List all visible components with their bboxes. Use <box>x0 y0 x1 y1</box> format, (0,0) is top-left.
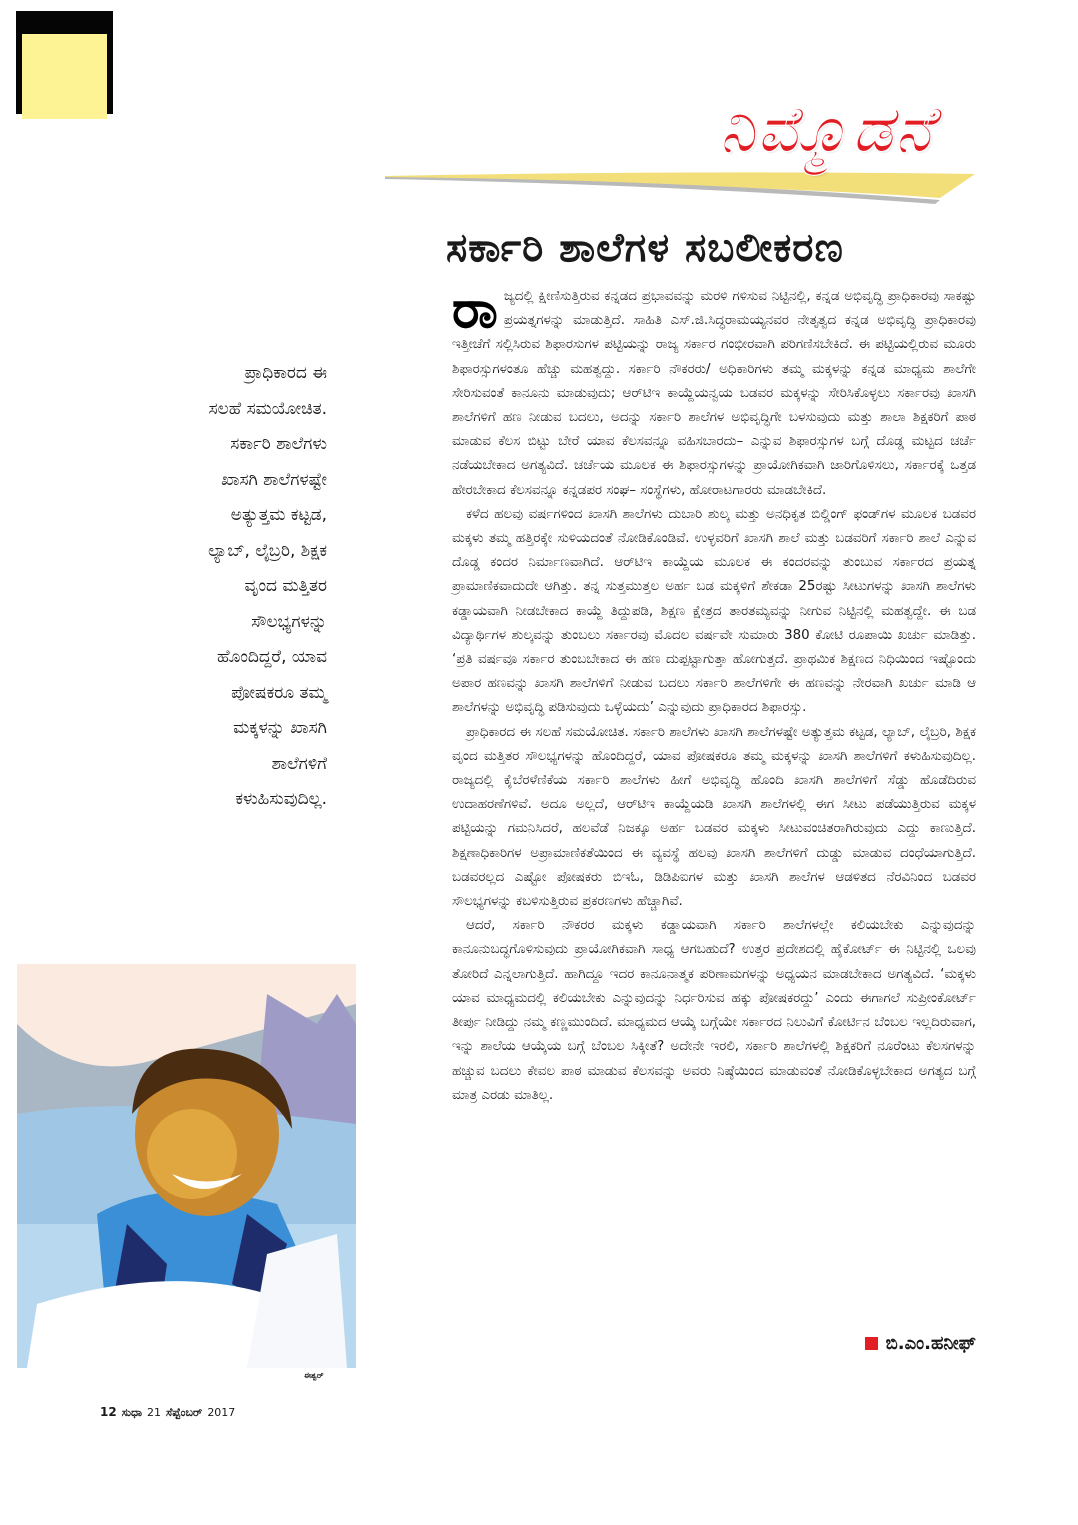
pull-quote-line: ಹೊಂದಿದ್ದರೆ, ಯಾವ <box>217 647 327 667</box>
pull-quote-line: ಪೋಷಕರೂ ತಮ್ಮ <box>231 682 327 703</box>
pull-quote-line: ಕಳುಹಿಸುವುದಿಲ್ಲ. <box>235 789 327 809</box>
byline <box>865 1333 976 1354</box>
pull-quote-line: ಖಾಸಗಿ ಶಾಲೆಗಳಷ್ಟೇ <box>221 469 327 490</box>
headline: ಸರ್ಕಾರಿ ಶಾಲೆಗಳ ಸಬಲೀಕರಣ <box>446 225 844 271</box>
date-day: 21 <box>147 1406 162 1419</box>
pull-quote-line: ಪ್ರಾಧಿಕಾರದ ಈ <box>244 363 327 383</box>
page-footer <box>100 1405 235 1420</box>
section-title: ನಿಮ್ಮೊಡನೆ <box>719 93 935 167</box>
smiling-boy-image-icon <box>17 964 356 1368</box>
article-body <box>452 280 976 1108</box>
pull-quote-line: ಅತ್ಯುತ್ತಮ ಕಟ್ಟಡ, <box>230 505 327 525</box>
pull-quote-line: ಲ್ಯಾಬ್, ಲೈಬ್ರರಿ, ಶಿಕ್ಷಕ <box>208 540 327 561</box>
drop-cap: ರಾ <box>452 280 498 340</box>
red-square-icon <box>865 1337 878 1350</box>
pull-quote-line: ಶಾಲೆಗಳಿಗೆ <box>271 753 327 774</box>
magazine-name: ಸುಧಾ <box>121 1406 143 1419</box>
article-paragraph <box>452 280 976 503</box>
article-paragraph: ಪ್ರಾಧಿಕಾರದ ಈ ಸಲಹೆ ಸಮಯೋಚಿತ. ಸರ್ಕಾರಿ ಶಾಲೆಗಳು ಖಾಸಗಿ ಶಾಲೆಗಳಷ್ಟೇ ಅತ್ಯುತ್ತಮ ಕಟ್ಟಡ, ಲ್ಯಾಬ್, ಲೈಬ್ರರಿ, ಶಿಕ್ಷಕ ವೃಂದ ಮತ್ತಿತರ ಸೌಲಭ್ಯಗಳನ್ನು ಹೊಂದಿದ್ದರೆ, ಯಾವ ಪೋಷಕರೂ ತಮ್ಮ ಮಕ್ಕಳನ್ನು ಖಾಸಗಿ ಶಾಲೆಗಳಿಗೆ ಕಳುಹಿಸುವುದಿಲ್ಲ. ರಾಜ್ಯದಲ್ಲಿ ಕೈಬೆರಳೆಣಿಕೆಯ ಸರ್ಕಾರಿ ಶಾಲೆಗಳು ಹೀಗೆ ಅಭಿವೃದ್ಧಿ ಹೊಂದಿ ಖಾಸಗಿ ಶಾಲೆಗಳಿಗೆ ಸೆಡ್ಡು ಹೊಡೆದಿರುವ ಉದಾಹರಣೆಗಳಿವೆ. ಅದೂ ಅಲ್ಲದೆ, ಆರ್‌ಟಿಇ ಕಾಯ್ದೆಯಡಿ ಖಾಸಗಿ ಶಾಲೆಗಳಲ್ಲಿ ಈಗ ಸೀಟು ಪಡೆಯುತ್ತಿರುವ ಮಕ್ಕಳ ಪಟ್ಟಿಯನ್ನು ಗಮನಿಸಿದರೆ, ಹಲವೆಡೆ ನಿಜಕ್ಕೂ ಅರ್ಹ ಬಡವರ ಮಕ್ಕಳು ಸೀಟುವಂಚಿತರಾಗಿರುವುದು ಎದ್ದು ಕಾಣುತ್ತಿದೆ. ಶಿಕ್ಷಣಾಧಿಕಾರಿಗಳ ಅಪ್ರಾಮಾಣಿಕತೆಯಿಂದ ಈ ವ್ಯವಸ್ಥೆ ಹಲವು ಖಾಸಗಿ ಶಾಲೆಗಳಿಗೆ ದುಡ್ಡು ಮಾಡುವ ದಂಧೆಯಾಗುತ್ತಿದೆ. ಬಡವರಲ್ಲದ ಎಷ್ಟೋ ಪೋಷಕರು ಬಿಇಓ, ಡಿಡಿಪಿಐಗಳ ಮತ್ತು ಖಾಸಗಿ ಶಾಲೆಗಳ ಆಡಳಿತದ ನೆರವಿನಿಂದ ಬಡವರ ಸೌಲಭ್ಯಗಳನ್ನು ಕಬಳಿಸುತ್ತಿರುವ ಪ್ರಕರಣಗಳು ಹೆಚ್ಚಾಗಿವೆ. <box>452 724 976 910</box>
article-paragraph: ಆದರೆ, ಸರ್ಕಾರಿ ನೌಕರರ ಮಕ್ಕಳು ಕಡ್ಡಾಯವಾಗಿ ಸರ್ಕಾರಿ ಶಾಲೆಗಳಲ್ಲೇ ಕಲಿಯಬೇಕು ಎನ್ನುವುದನ್ನು ಕಾನೂನುಬದ್ಧಗೊಳಿಸುವುದು ಪ್ರಾಯೋಗಿಕವಾಗಿ ಸಾಧ್ಯ ಆಗಬಹುದೆ? ಉತ್ತರ ಪ್ರದೇಶದಲ್ಲಿ ಹೈಕೋರ್ಟ್ ಈ ನಿಟ್ಟಿನಲ್ಲಿ ಒಲವು ತೋರಿದೆ ಎನ್ನಲಾಗುತ್ತಿದೆ. ಹಾಗಿದ್ದೂ ಇದರ ಕಾನೂನಾತ್ಮಕ ಪರಿಣಾಮಗಳನ್ನು ಅಧ್ಯಯನ ಮಾಡಬೇಕಾದ ಅಗತ್ಯವಿದೆ. ‘ಮಕ್ಕಳು ಯಾವ ಮಾಧ್ಯಮದಲ್ಲಿ ಕಲಿಯಬೇಕು ಎನ್ನುವುದನ್ನು ನಿರ್ಧರಿಸುವ ಹಕ್ಕು ಪೋಷಕರದ್ದು’ ಎಂದು ಈಗಾಗಲೆ ಸುಪ್ರೀಂಕೋರ್ಟ್ ತೀರ್ಪು ನೀಡಿದ್ದು ನಮ್ಮ ಕಣ್ಣಮುಂದಿದೆ. ಮಾಧ್ಯಮದ ಆಯ್ಕೆ ಬಗ್ಗೆಯೇ ಸರ್ಕಾರದ ನಿಲುವಿಗೆ ಕೋರ್ಟಿನ ಬೆಂಬಲ ಇಲ್ಲದಿರುವಾಗ, ಇನ್ನು ಶಾಲೆಯ ಆಯ್ಕೆಯ ಬಗ್ಗೆ ಬೆಂಬಲ ಸಿಕ್ಕೀತೆ? ಅದೇನೇ ಇರಲಿ, ಸರ್ಕಾರಿ ಶಾಲೆಗಳಲ್ಲಿ ಶಿಕ್ಷಕರಿಗೆ ನೂರೆಂಟು ಕೆಲಸಗಳನ್ನು ಹಚ್ಚುವ ಬದಲು ಕೇವಲ ಪಾಠ ಮಾಡುವ ಕೆಲಸವನ್ನು ಅವರು ನಿಷ್ಠೆಯಿಂದ ಮಾಡುವಂತೆ ನೋಡಿಕೊಳ್ಳಬೇಕಾದ ಅಗತ್ಯದ ಬಗ್ಗೆ ಮಾತ್ರ ಎರಡು ಮಾತಿಲ್ಲ. <box>452 918 976 1103</box>
pull-quote-line: ಸಲಹೆ ಸಮಯೋಚಿತ. <box>208 398 327 419</box>
page-number: 12 <box>100 1405 117 1419</box>
date-month: ಸೆಪ್ಟೆಂಬರ್ <box>166 1406 203 1419</box>
article-paragraph: ಕಳೆದ ಹಲವು ವರ್ಷಗಳಿಂದ ಖಾಸಗಿ ಶಾಲೆಗಳು ದುಬಾರಿ ಶುಲ್ಕ ಮತ್ತು ಅನಧಿಕೃತ ಬಿಲ್ಡಿಂಗ್ ಫಂಡ್‌ಗಳ ಮೂಲಕ ಬಡವರ ಮಕ್ಕಳು ತಮ್ಮ ಹತ್ತಿರಕ್ಕೇ ಸುಳಿಯದಂತೆ ನೋಡಿಕೊಂಡಿವೆ. ಉಳ್ಳವರಿಗೆ ಖಾಸಗಿ ಶಾಲೆ ಮತ್ತು ಬಡವರಿಗೆ ಸರ್ಕಾರಿ ಶಾಲೆ ಎನ್ನುವ ದೊಡ್ಡ ಕಂದರ ನಿರ್ಮಾಣವಾಗಿದೆ. ಆರ್‌ಟಿಇ ಕಾಯ್ದೆಯ ಮೂಲಕ ಈ ಕಂದರವನ್ನು ತುಂಬುವ ಸರ್ಕಾರದ ಪ್ರಯತ್ನ ಪ್ರಾಮಾಣಿಕವಾದುದೇ ಆಗಿತ್ತು. ತನ್ನ ಸುತ್ತಮುತ್ತಲ ಅರ್ಹ ಬಡ ಮಕ್ಕಳಿಗೆ ಶೇಕಡಾ 25ರಷ್ಟು ಸೀಟುಗಳನ್ನು ಖಾಸಗಿ ಶಾಲೆಗಳು ಕಡ್ಡಾಯವಾಗಿ ನೀಡಬೇಕಾದ ಕಾಯ್ದೆ ತಿದ್ದುಪಡಿ, ಶಿಕ್ಷಣ ಕ್ಷೇತ್ರದ ತಾರತಮ್ಯವನ್ನು ನೀಗುವ ನಿಟ್ಟಿನಲ್ಲಿ ಮಹತ್ವದ್ದೇ. ಈ ಬಡ ವಿದ್ಯಾರ್ಥಿಗಳ ಶುಲ್ಕವನ್ನು ತುಂಬಲು ಸರ್ಕಾರವು ಮೊದಲ ವರ್ಷವೇ ಸುಮಾರು 380 ಕೋಟಿ ರೂಪಾಯಿ ಖರ್ಚು ಮಾಡಿತ್ತು. ‘ಪ್ರತಿ ವರ್ಷವೂ ಸರ್ಕಾರ ತುಂಬಬೇಕಾದ ಈ ಹಣ ದುಪ್ಪಟ್ಟಾಗುತ್ತಾ ಹೋಗುತ್ತದೆ. ಪ್ರಾಥಮಿಕ ಶಿಕ್ಷಣದ ನಿಧಿಯಿಂದ ಇಷ್ಟೊಂದು ಅಪಾರ ಹಣವನ್ನು ಖಾಸಗಿ ಶಾಲೆಗಳಿಗೆ ನೀಡುವ ಬದಲು ಸರ್ಕಾರಿ ಶಾಲೆಗಳಿಗೇ ಈ ಹಣವನ್ನು ನೇರವಾಗಿ ಖರ್ಚು ಮಾಡಿ ಆ ಶಾಲೆಗಳನ್ನು ಅಭಿವೃದ್ಧಿ ಪಡಿಸುವುದು ಒಳ್ಳೆಯದು’ ಎನ್ನುವುದು ಪ್ರಾಧಿಕಾರದ ಶಿಫಾರಸ್ಸು. <box>452 506 976 716</box>
boy-illustration <box>17 964 356 1368</box>
paragraph-text: ಜ್ಯದಲ್ಲಿ ಕ್ಷೀಣಿಸುತ್ತಿರುವ ಕನ್ನಡದ ಪ್ರಭಾವವನ್ನು ಮರಳಿ ಗಳಿಸುವ ನಿಟ್ಟಿನಲ್ಲಿ, ಕನ್ನಡ ಅಭಿವೃದ್ಧಿ ಪ್ರಾಧಿಕಾರವು ಸಾಕಷ್ಟು ಪ್ರಯತ್ನಗಳನ್ನು ಮಾಡುತ್ತಿದೆ. ಸಾಹಿತಿ ಎಸ್.ಜಿ.ಸಿದ್ಧರಾಮಯ್ಯನವರ ನೇತೃತ್ವದ ಕನ್ನಡ ಅಭಿವೃದ್ಧಿ ಪ್ರಾಧಿಕಾರವು ಇತ್ತೀಚೆಗೆ ಸಲ್ಲಿಸಿರುವ ಶಿಫಾರಸುಗಳ ಪಟ್ಟಿಯನ್ನು ರಾಜ್ಯ ಸರ್ಕಾರ ಗಂಭೀರವಾಗಿ ಪರಿಗಣಿಸಬೇಕಿದೆ. ಈ ಪಟ್ಟಿಯಲ್ಲಿರುವ ಮೂರು ಶಿಫಾರಸ್ಸುಗಳಂತೂ ಹೆಚ್ಚು ಮಹತ್ವದ್ದು. ಸರ್ಕಾರಿ ನೌಕರರು/ ಅಧಿಕಾರಿಗಳು ತಮ್ಮ ಮಕ್ಕಳನ್ನು ಕನ್ನಡ ಮಾಧ್ಯಮ ಶಾಲೆಗೇ ಸೇರಿಸುವಂತೆ ಕಾನೂನು ಮಾಡುವುದು; ಆರ್‌ಟಿಇ ಕಾಯ್ದೆಯನ್ವಯ ಬಡವರ ಮಕ್ಕಳನ್ನು ಸೇರಿಸಿಕೊಳ್ಳಲು ಸರ್ಕಾರವು ಖಾಸಗಿ ಶಾಲೆಗಳಿಗೆ ಹಣ ನೀಡುವ ಬದಲು, ಅದನ್ನು ಸರ್ಕಾರಿ ಶಾಲೆಗಳ ಅಭಿವೃದ್ಧಿಗೇ ಬಳಸುವುದು ಮತ್ತು ಶಾಲಾ ಶಿಕ್ಷಕರಿಗೆ ಪಾಠ ಮಾಡುವ ಕೆಲಸ ಬಿಟ್ಟು ಬೇರೆ ಯಾವ ಕೆಲಸವನ್ನೂ ವಹಿಸಬಾರದು– ಎನ್ನುವ ಶಿಫಾರಸ್ಸುಗಳ ಬಗ್ಗೆ ದೊಡ್ಡ ಮಟ್ಟದ ಚರ್ಚೆ ನಡೆಯಬೇಕಾದ ಅಗತ್ಯವಿದೆ. ಚರ್ಚೆಯ ಮೂಲಕ ಈ ಶಿಫಾರಸ್ಸುಗಳನ್ನು ಪ್ರಾಯೋಗಿಕವಾಗಿ ಜಾರಿಗೊಳಿಸಲು, ಸರ್ಕಾರಕ್ಕೆ ಒತ್ತಡ ಹೇರಬೇಕಾದ ಕೆಲಸವನ್ನೂ ಕನ್ನಡಪರ ಸಂಘ– ಸಂಸ್ಥೆಗಳು, ಹೋರಾಟಗಾರರು ಮಾಡಬೇಕಿದೆ. <box>452 289 976 498</box>
illustrator-credit: ಈಶ್ವರ್ <box>304 1371 324 1380</box>
corner-tab-decoration <box>16 11 113 114</box>
author-name: ಬಿ.ಎಂ.ಹನೀಫ್ <box>885 1333 976 1354</box>
pull-quote-line: ಮಕ್ಕಳನ್ನು ಖಾಸಗಿ <box>233 718 327 738</box>
corner-tab-yellow-fill <box>22 34 107 119</box>
pull-quote <box>120 356 327 818</box>
date-year: 2017 <box>207 1406 236 1419</box>
pull-quote-line: ಸೌಲಭ್ಯಗಳನ್ನು <box>251 611 327 632</box>
pull-quote-line: ವೃಂದ ಮತ್ತಿತರ <box>244 576 327 596</box>
section-masthead <box>385 88 985 228</box>
pull-quote-line: ಸರ್ಕಾರಿ ಶಾಲೆಗಳು <box>230 434 327 454</box>
